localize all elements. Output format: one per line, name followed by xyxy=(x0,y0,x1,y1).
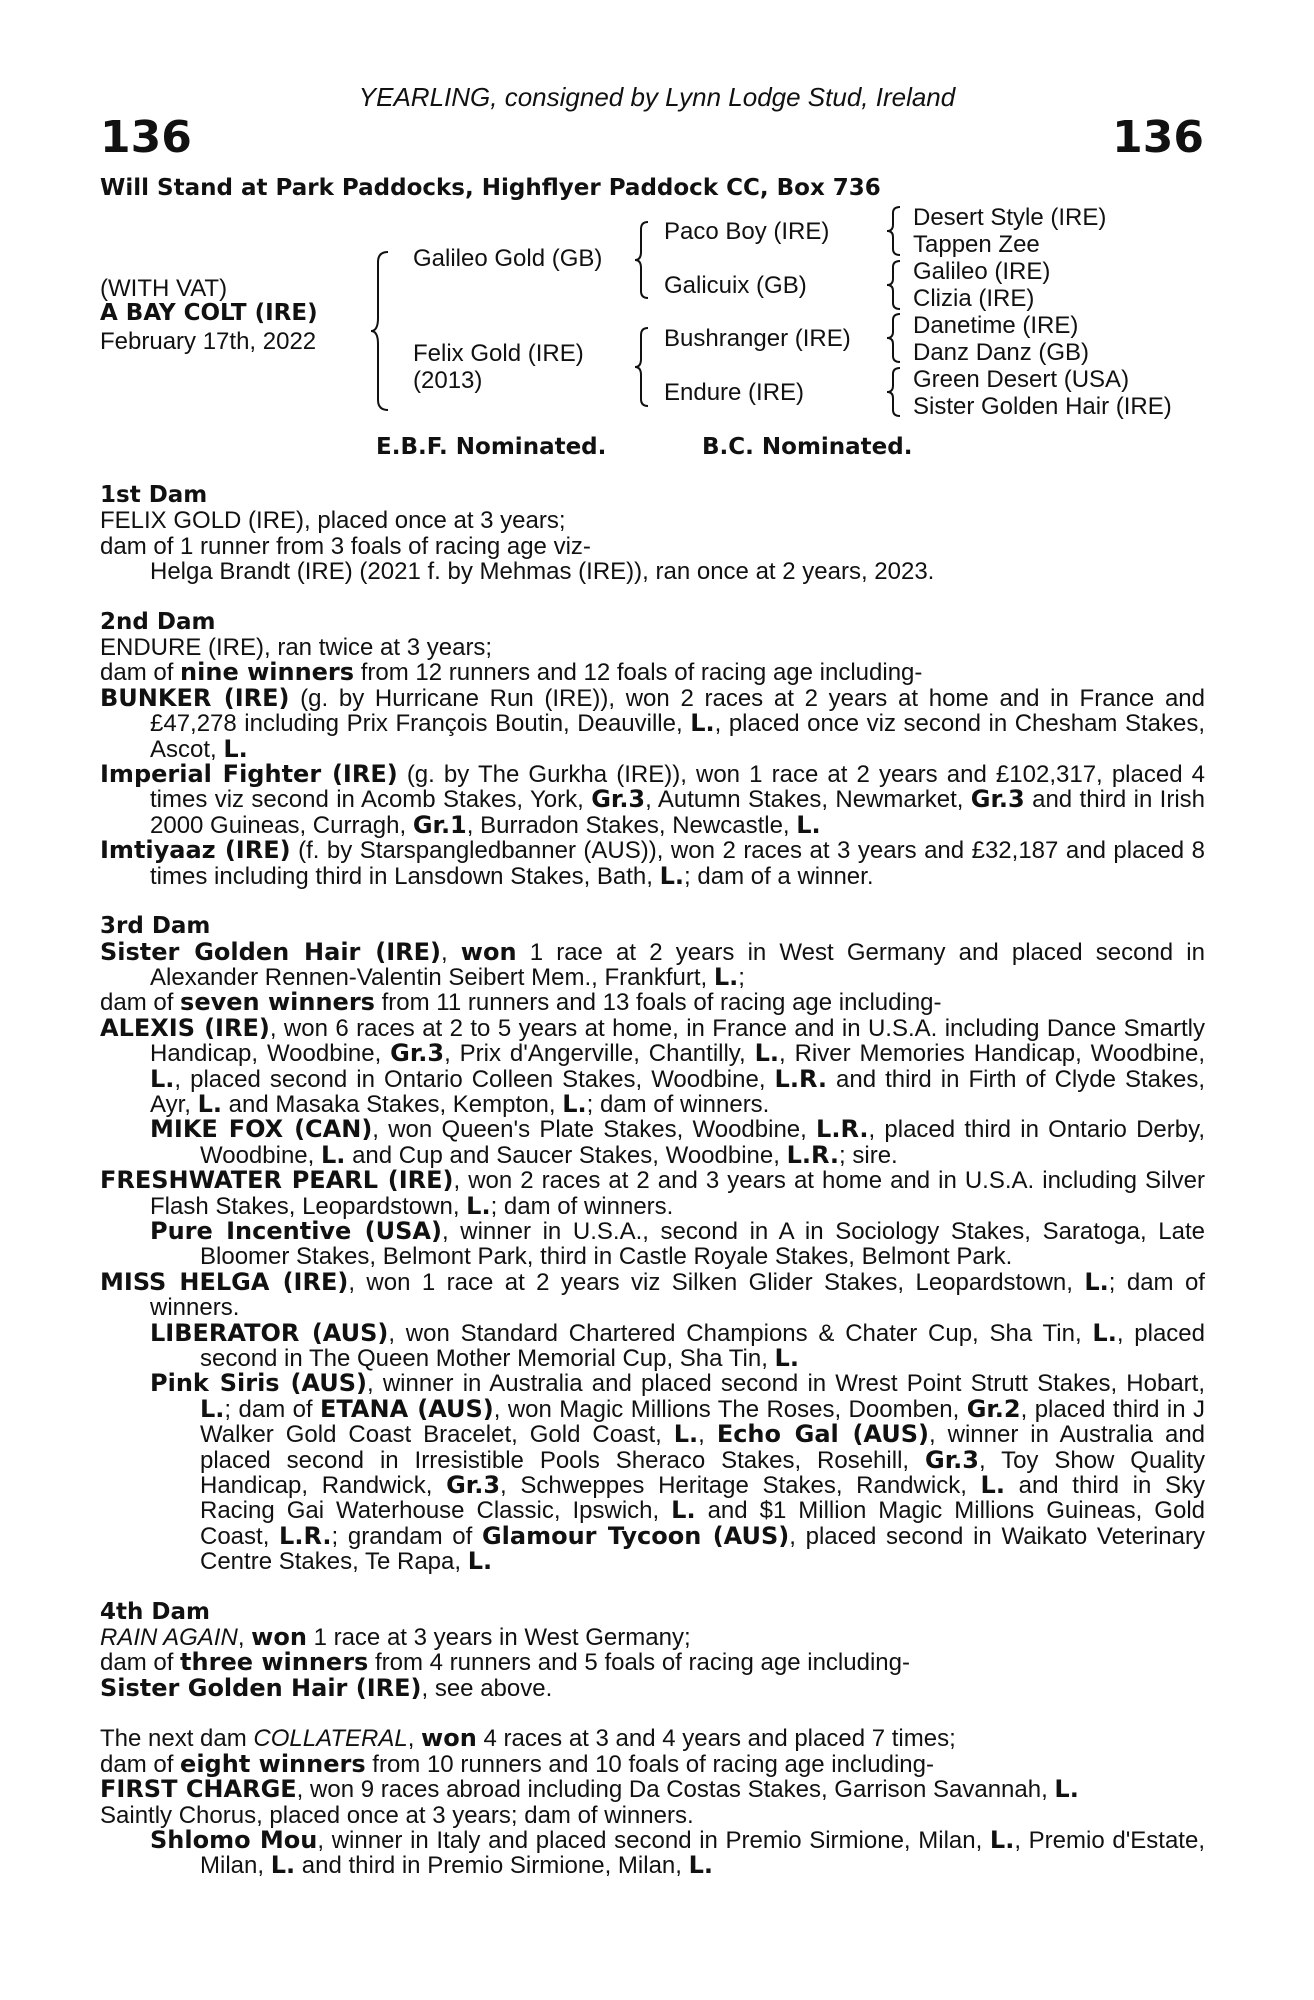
bold-text: Gr.2 xyxy=(966,1394,1021,1423)
foaling-date: February 17th, 2022 xyxy=(100,328,317,355)
text-run: and third in Firth of Clyde Stakes, Ayr, xyxy=(150,1065,1205,1118)
second-dam-heading: 2nd Dam xyxy=(100,608,216,635)
bold-text: FRESHWATER PEARL (IRE) xyxy=(100,1166,454,1195)
bold-text: seven winners xyxy=(180,988,375,1017)
runner-saintly-chorus: Saintly Chorus, placed once at 3 years; dam of winners. xyxy=(100,1801,694,1829)
text-run: 4 races at 3 and 4 years and placed 7 times; xyxy=(476,1725,956,1753)
bold-text: Pure Incentive (USA) xyxy=(150,1216,442,1245)
bold-text: Echo Gal (AUS) xyxy=(716,1420,929,1449)
dam-line-text xyxy=(100,483,1205,1879)
brace-g3 xyxy=(886,312,906,364)
bold-text: L. xyxy=(659,861,685,890)
bold-text: Glamour Tycoon (AUS) xyxy=(481,1521,790,1550)
bold-text: L. xyxy=(270,1851,296,1880)
text-run: ; sire. xyxy=(839,1141,898,1169)
bold-text: L. xyxy=(690,709,715,738)
runner-first-charge xyxy=(100,1777,1205,1802)
runner-liberator xyxy=(100,1318,1205,1372)
next-dam-produce xyxy=(100,1749,1205,1778)
text-run: , Prix d'Angerville, Chantilly, xyxy=(444,1040,755,1068)
bold-text: won xyxy=(421,1724,477,1753)
runner-imtiyaaz xyxy=(100,838,1205,889)
text-run: and third in Irish 2000 Guineas, Curragh, xyxy=(150,786,1206,839)
bold-text: L. xyxy=(754,1039,780,1068)
grandparent-1: Desert Style (IRE) xyxy=(913,204,1107,231)
text-run: ; dam of winners. xyxy=(490,1192,674,1220)
text-run: , River Memories Handicap, Woodbine, xyxy=(779,1040,1205,1068)
text-run: ; dam of xyxy=(224,1395,320,1423)
bold-text: ALEXIS (IRE) xyxy=(100,1013,270,1042)
ebf-nomination: E.B.F. Nominated. xyxy=(376,434,607,460)
lot-name: A BAY COLT (IRE) xyxy=(100,300,318,326)
text-run: and Masaka Stakes, Kempton, xyxy=(222,1090,563,1118)
bold-text: L. xyxy=(713,962,739,991)
text-run: ; dam of winners. xyxy=(150,1268,1205,1322)
text-run: , Toy Show Quality Handicap, Randwick, xyxy=(200,1446,1205,1500)
grandparent-3: Galileo (IRE) xyxy=(913,258,1051,285)
brace-sire xyxy=(634,220,654,300)
text-run: , Burradon Stakes, Newcastle, xyxy=(466,811,797,839)
bold-text: MISS HELGA (IRE) xyxy=(100,1267,349,1296)
grandparent-5: Danetime (IRE) xyxy=(913,312,1079,339)
text-run: , see above. xyxy=(421,1674,553,1702)
bold-text: nine winners xyxy=(180,658,355,687)
bold-text: Imperial Fighter (IRE) xyxy=(100,760,398,789)
text-run: (g. by The Gurkha (IRE)), won 1 race at 2 years and £102,317, placed 4 times viz second in Acomb Stakes, York, xyxy=(150,761,1205,814)
brace-dam xyxy=(634,326,654,408)
bold-text: L.R. xyxy=(786,1140,840,1169)
bold-text: Sister Golden Hair (IRE) xyxy=(100,1673,422,1702)
first-dam-foal: Helga Brandt (IRE) (2021 f. by Mehmas (IRE)), ran once at 2 years, 2023. xyxy=(150,558,935,586)
bold-text: BUNKER (IRE) xyxy=(100,683,290,712)
text-run: , winner in Australia and placed second in Wrest Point Strutt Stakes, Hobart, xyxy=(367,1370,1205,1398)
text-run: , Autumn Stakes, Newmarket, xyxy=(645,786,971,814)
text-run: from 4 runners and 5 foals of racing age including- xyxy=(368,1649,910,1677)
sire: Galileo Gold (GB) xyxy=(413,245,603,272)
bold-text: MIKE FOX (CAN) xyxy=(150,1115,373,1144)
text-run: , placed third in J Walker Gold Coast Bracelet, Gold Coast, xyxy=(200,1395,1205,1449)
text-run: and $1 Million Magic Millions Guineas, Gold Coast, xyxy=(200,1497,1205,1550)
bold-text: L. xyxy=(1084,1267,1109,1296)
third-dam-line: Sister Golden Hair (IRE), won 1 race at 2 years in West Germany and placed second in Alexander Rennen-Valentin Seibert Mem., Frankfurt, L.; xyxy=(100,937,1205,991)
sire-dam: Galicuix (GB) xyxy=(664,272,807,299)
text-run: , winner in U.S.A., second in A in Sociology Stakes, Saratoga, Late Bloomer Stakes, Belmont Park, third in Castle Royale Stakes, Belmont Park. xyxy=(200,1217,1205,1271)
text-run: from 11 runners and 13 foals of racing age including- xyxy=(374,989,942,1017)
text-run: , placed second in Ontario Colleen Stakes, Woodbine, xyxy=(174,1065,775,1093)
runner-shlomo-mou xyxy=(100,1825,1205,1880)
lot-number-right: 136 xyxy=(1112,112,1204,163)
third-dam-heading: 3rd Dam xyxy=(100,913,211,940)
bold-text: L. xyxy=(320,1140,346,1169)
bold-text: L. xyxy=(467,1547,493,1576)
bold-text: won xyxy=(251,1623,307,1652)
brace-g1 xyxy=(886,205,906,257)
bold-text: L. xyxy=(466,1191,491,1220)
bold-text: LIBERATOR (AUS) xyxy=(150,1318,389,1347)
bold-text: L.R. xyxy=(774,1064,827,1093)
grandparent-2: Tappen Zee xyxy=(913,231,1040,258)
text-run: The next dam xyxy=(100,1725,254,1753)
runner-pure-incentive xyxy=(100,1216,1205,1271)
text-run: and Cup and Saucer Stakes, Woodbine, xyxy=(345,1141,787,1169)
dam: Felix Gold (IRE) xyxy=(413,340,584,367)
text-run: from 12 runners and 12 foals of racing age including- xyxy=(354,659,923,687)
bold-text: L. xyxy=(197,1089,222,1118)
text-run: ; grandam of xyxy=(331,1522,482,1550)
text-run: , placed second in Waikato Veterinary Centre Stakes, Te Rapa, xyxy=(200,1522,1205,1576)
text-run: and third in Premio Sirmione, Milan, xyxy=(295,1852,689,1880)
second-dam-produce xyxy=(100,660,1205,685)
fourth-dam-line xyxy=(100,1625,1205,1650)
text-run: , won Magic Millions The Roses, Doomben, xyxy=(493,1395,967,1423)
second-dam-line: ENDURE (IRE), ran twice at 3 years; xyxy=(100,634,493,662)
bold-text: Gr.1 xyxy=(412,810,467,839)
first-dam-line: FELIX GOLD (IRE), placed once at 3 years; xyxy=(100,507,566,535)
text-run: , won 9 races abroad including Da Costas Stakes, Garrison Savannah, xyxy=(296,1776,1055,1804)
text-run: , won 2 races at 2 and 3 years at home and in U.S.A. including Silver Flash Stakes, Leopardstown, xyxy=(150,1167,1206,1220)
bold-text: L. xyxy=(989,1825,1015,1854)
bold-text: L. xyxy=(223,734,248,763)
bold-text: L. xyxy=(1092,1318,1117,1347)
runner-mike-fox xyxy=(100,1117,1205,1168)
third-dam-produce xyxy=(100,990,1205,1015)
text-run: , placed second in The Queen Mother Memorial Cup, Sha Tin, xyxy=(200,1319,1205,1372)
text-run: from 10 runners and 10 foals of racing age including- xyxy=(365,1750,934,1778)
bold-text: L. xyxy=(562,1089,587,1118)
text-run: (f. by Starspangledbanner (AUS)), won 2 races at 3 years and £32,187 and placed 8 times including third in Lansdown Stakes, Bath, xyxy=(150,837,1205,890)
text-run: COLLATERAL xyxy=(253,1725,408,1753)
text-run: (g. by Hurricane Run (IRE)), won 2 races at 2 years at home and in France and £47,278 including Prix François Boutin, Deauville, xyxy=(150,684,1205,738)
bold-text: Gr.3 xyxy=(925,1445,979,1474)
grandparent-7: Green Desert (USA) xyxy=(913,366,1130,393)
bold-text: L. xyxy=(671,1496,696,1525)
text-run: , Premio d'Estate, Milan, xyxy=(200,1826,1205,1880)
bold-text: L. xyxy=(200,1394,225,1423)
text-run: , won 1 race at 2 years viz Silken Glider Stakes, Leopardstown, xyxy=(348,1268,1085,1296)
bold-text: L. xyxy=(980,1471,1005,1500)
text-run: , won 6 races at 2 to 5 years at home, in France and in U.S.A. including Dance Smartly Handicap, Woodbine, xyxy=(150,1014,1205,1068)
text-run: 1 race at 2 years in West Germany and placed second in Alexander Rennen-Valentin Seibert Mem., Frankfurt, xyxy=(150,938,1205,991)
text-run: , won Queen's Plate Stakes, Woodbine, xyxy=(372,1116,817,1144)
vat-note: (WITH VAT) xyxy=(100,275,228,302)
bold-text: L.R. xyxy=(816,1115,869,1144)
fourth-dam-produce xyxy=(100,1650,1205,1675)
bold-text: L. xyxy=(673,1420,699,1449)
text-run: and third in Sky Racing Gai Waterhouse Classic, Ipswich, xyxy=(200,1472,1205,1525)
bold-text: won xyxy=(460,937,517,966)
text-run: ; dam of a winner. xyxy=(684,862,874,890)
bold-text: L. xyxy=(1054,1775,1079,1804)
grandparent-6: Danz Danz (GB) xyxy=(913,339,1090,366)
dam-sire: Bushranger (IRE) xyxy=(664,325,851,352)
bold-text: Gr.3 xyxy=(390,1039,445,1068)
brace-g2 xyxy=(886,259,906,311)
bold-text: Shlomo Mou xyxy=(150,1825,318,1854)
bold-text: L. xyxy=(796,810,821,839)
sire-sire: Paco Boy (IRE) xyxy=(664,218,830,245)
fourth-dam-heading: 4th Dam xyxy=(100,1598,210,1625)
dam-dam: Endure (IRE) xyxy=(664,379,805,406)
grandparent-8: Sister Golden Hair (IRE) xyxy=(913,393,1172,420)
grandparent-4: Clizia (IRE) xyxy=(913,285,1035,312)
text-run: , xyxy=(237,1624,252,1652)
first-dam-produce: dam of 1 runner from 3 foals of racing age viz- xyxy=(100,532,591,560)
brace-g4 xyxy=(886,366,906,418)
consignor-line: YEARLING, consigned by Lynn Lodge Stud, Ireland xyxy=(358,82,956,112)
runner-sister-golden-hair xyxy=(100,1673,1205,1702)
bold-text: L. xyxy=(688,1851,714,1880)
text-run: dam of xyxy=(100,989,181,1017)
bold-text: eight winners xyxy=(180,1749,366,1778)
runner-freshwater-pearl xyxy=(100,1168,1205,1219)
brace-lot xyxy=(370,250,396,412)
bc-nomination: B.C. Nominated. xyxy=(702,434,913,460)
stand-location: Will Stand at Park Paddocks, Highflyer Paddock CC, Box 736 xyxy=(100,175,881,201)
first-dam-heading: 1st Dam xyxy=(100,482,208,508)
text-run: , won Standard Chartered Champions & Chater Cup, Sha Tin, xyxy=(388,1319,1093,1347)
bold-text: L.R. xyxy=(279,1521,332,1550)
lot-number-left: 136 xyxy=(100,112,192,163)
text-run: , placed third in Ontario Derby, Woodbine, xyxy=(200,1116,1206,1169)
text-run: dam of xyxy=(100,1750,181,1778)
text-run: dam of xyxy=(100,659,181,687)
bold-text: Imtiyaaz (IRE) xyxy=(100,836,291,865)
runner-imperial-fighter xyxy=(100,762,1205,838)
text-run: 1 race at 3 years in West Germany; xyxy=(306,1624,691,1652)
runner-miss-helga xyxy=(100,1267,1205,1322)
runner-alexis xyxy=(100,1013,1205,1118)
bold-text: Gr.3 xyxy=(446,1471,501,1500)
text-run: , winner in Australia and placed second in Irresistible Pools Sheraco Stakes, Rosehill, xyxy=(200,1421,1206,1474)
text-run: ; dam of winners. xyxy=(586,1090,770,1118)
text-run: , Schweppes Heritage Stakes, Randwick, xyxy=(500,1472,981,1500)
text-run: RAIN AGAIN xyxy=(100,1624,238,1652)
bold-text: L. xyxy=(774,1344,799,1372)
bold-text: three winners xyxy=(180,1648,369,1677)
text-run: , winner in Italy and placed second in Premio Sirmione, Milan, xyxy=(317,1826,990,1854)
dam-year: (2013) xyxy=(413,367,483,394)
text-run: , placed once viz second in Chesham Stakes, Ascot, xyxy=(150,710,1205,763)
runner-pink-siris: Pink Siris (AUS), winner in Australia and placed second in Wrest Point Strutt Stakes, Hobart, L.; dam of ETANA (AUS), won Magic Millions The Roses, Doomben, Gr.2, placed third in J Walker Gold Coast Bracelet, Gold Coast, L., Echo Gal (AUS), winner in Australia and placed second in Irresistible Pools Sheraco Stakes, Rosehill, Gr.3, Toy Show Quality Handicap, Randwick, Gr.3, Schweppes Heritage Stakes, Randwick, L. and third in Sky Racing Gai Waterhouse Classic, Ipswich, L. and $1 Million Magic Millions Guineas, Gold Coast, L.R.; grandam of Glamour Tycoon (AUS), placed second in Waikato Veterinary Centre Stakes, Te Rapa, L. xyxy=(150,1369,1206,1576)
bold-text: FIRST CHARGE xyxy=(100,1775,297,1804)
text-run: , xyxy=(407,1725,422,1753)
bold-text: Sister Golden Hair (IRE) xyxy=(100,937,441,966)
bold-text: L. xyxy=(150,1064,175,1093)
bold-text: ETANA (AUS) xyxy=(320,1394,494,1423)
bold-text: Gr.3 xyxy=(591,785,646,814)
runner-bunker xyxy=(100,683,1205,763)
next-dam-line xyxy=(100,1726,1205,1751)
bold-text: Gr.3 xyxy=(970,785,1025,814)
bold-text: Pink Siris (AUS) xyxy=(150,1369,367,1398)
text-run: dam of xyxy=(100,1649,181,1677)
